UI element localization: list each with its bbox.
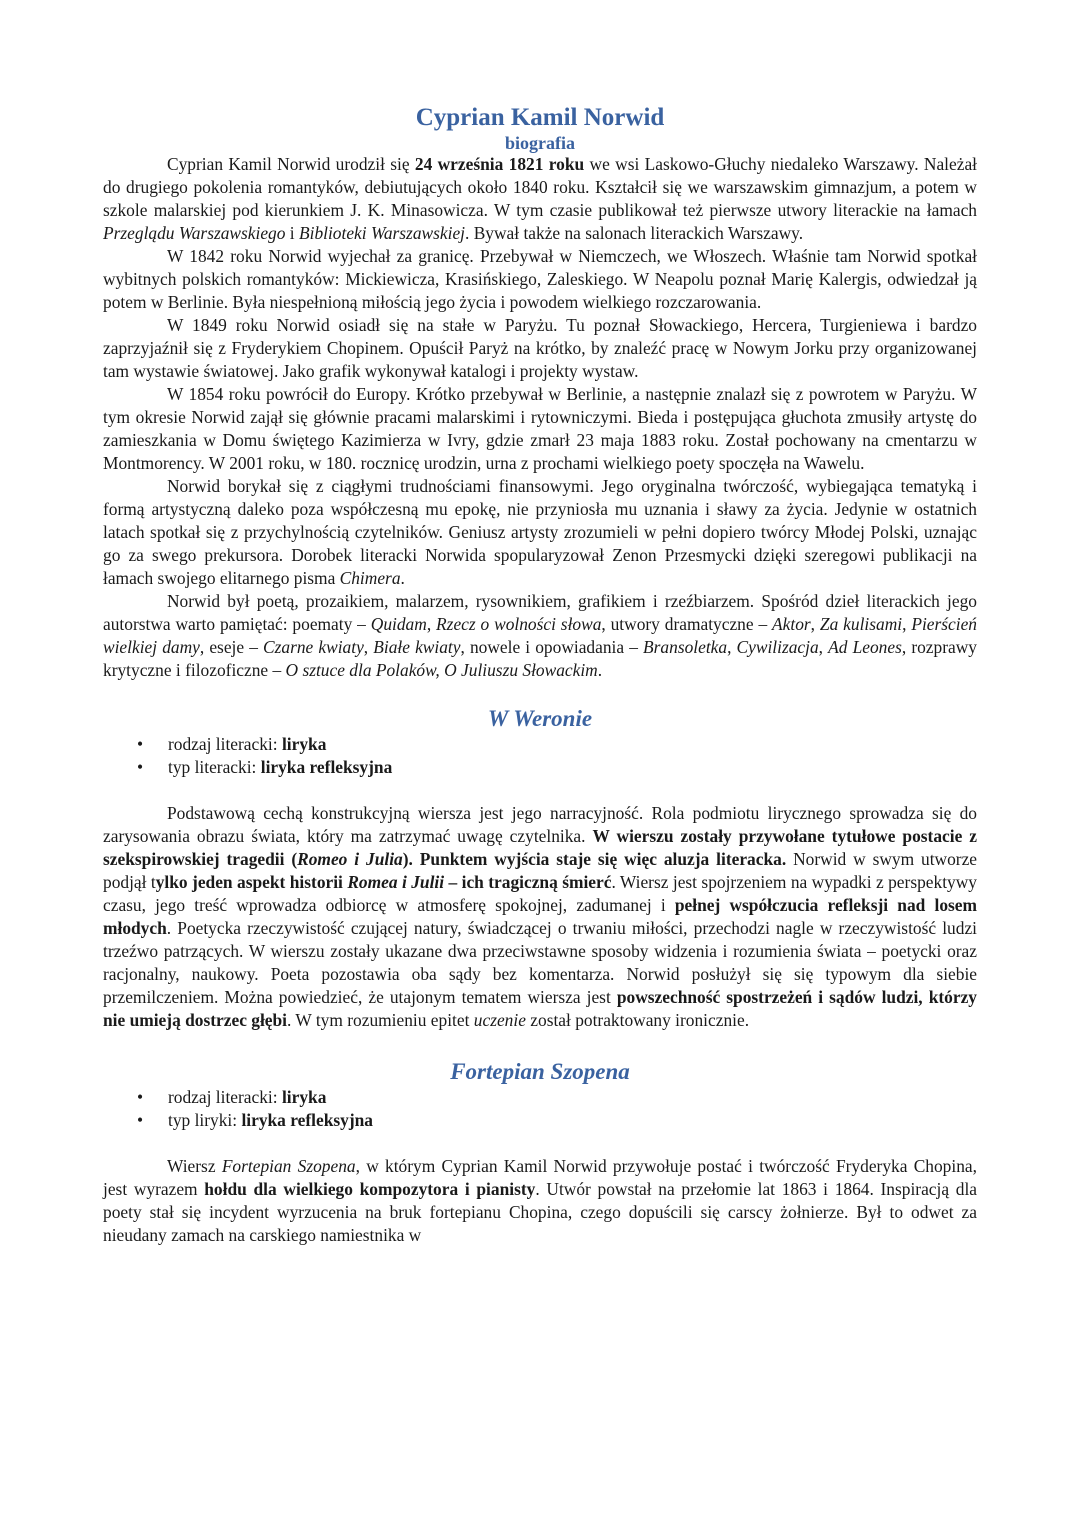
section-title-w-weronie: W Weronie [487, 706, 593, 731]
list-item: • rodzaj literacki: liryka [137, 1087, 327, 1107]
bio-paragraph-4: W 1854 roku powrócił do Europy. Krótko przebywał w Berlinie, a następnie znalazł się z powrotem w Paryżu. W tym okresie Norwid zajął się głównie pracami malarskimi i rytowniczymi. Bieda i postępująca głuchota zmusiły artystę do zamieszkania w Domu świętego Kazimierza w Ivry, gdzie zmarł 23 maja 1883 roku. Został pochowany na cmentarzu w Montmorency. W 2001 roku, w 180. rocznicę urodzin, urna z prochami wielkiego poety spoczęła na Wawelu. [103, 384, 977, 473]
section-title-fortepian-szopena: Fortepian Szopena [450, 1059, 630, 1084]
list-item: • rodzaj literacki: liryka [137, 734, 327, 754]
bio-paragraph-6: Norwid był poetą, prozaikiem, malarzem, rysownikiem, grafikiem i rzeźbiarzem. Spośród dzieł literackich jego autorstwa warto pamiętać: poematy – Quidam, Rzecz o wolności słowa, utwory dramatyczne – Aktor, Za kulisami, Pierścień wielkiej damy, eseje – Czarne kwiaty, Białe kwiaty, nowele i opowiadania – Bransoletka, Cywilizacja, Ad Leones, rozprawy krytyczne i filozoficzne – O sztuce dla Polaków, O Juliuszu Słowackim. [103, 591, 978, 680]
bio-paragraph-3: W 1849 roku Norwid osiadł się na stałe w Paryżu. Tu poznał Słowackiego, Hercera, Turgieniewa i bardzo zaprzyjaźnił się z Fryderykiem Chopinem. Opuścił Paryż na krótko, by znaleźć pracę w Nowym Jorku przy organizowanej tam wystawie światowej. Jako grafik wykonywał katalogi i projekty wystaw. [103, 315, 977, 381]
bullet-icon: • [137, 757, 144, 777]
bullet-icon: • [137, 1087, 144, 1107]
bio-paragraph-2: W 1842 roku Norwid wyjechał za granicę. Przebywał w Niemczech, we Włoszech. Właśnie tam Norwid spotkał wybitnych polskich romantyków: Mickiewicza, Krasińskiego, Zaleskiego. W Neapolu poznał Marię Kalergis, odwiedzał ją potem w Berlinie. Była niespełnioną miłością jego życia i powodem wielkiego rozczarowania. [103, 246, 977, 312]
document-page [103, 103, 977, 1247]
section1-bullet-list [103, 733, 977, 779]
bullet-icon: • [137, 1110, 144, 1130]
bullet-icon: • [137, 734, 144, 754]
page-title: Cyprian Kamil Norwid [415, 104, 665, 131]
page-subtitle: biografia [505, 133, 575, 153]
list-item: • typ liryki: liryka refleksyjna [137, 1110, 373, 1130]
bio-paragraph-5: Norwid borykał się z ciągłymi trudnościami finansowymi. Jego oryginalna twórczość, wybiegająca tematyką i formą artystyczną daleko poza współczesną mu epokę, nie przyniosła mu uznania i sławy za życia. Jedynie w ostatnich latach spotkał się z przychylnością czytelników. Geniusz artysty zrozumieli w pełni dopiero twórcy Młodej Polski, uznając go za swego prekursora. Dorobek literacki Norwida spopularyzował Zenon Przesmycki dzięki szeregowi publikacji na łamach swojego elitarnego pisma Chimera. [103, 476, 977, 588]
section1-paragraph: Podstawową cechą konstrukcyjną wiersza jest jego narracyjność. Rola podmiotu lirycznego sprowadza się do zarysowania obrazu świata, który ma zatrzymać uwagę czytelnika. W wierszu zostały przywołane tytułowe postacie z szekspirowskiej tragedii (Romeo i Julia). Punktem wyjścia staje się więc aluzja literacka. Norwid w swym utworze podjął tylko jeden aspekt historii Romea i Julii – ich tragiczną śmierć. Wiersz jest spojrzeniem na wypadki z perspektywy czasu, jego treść wprowadza odbiorcę w atmosferę spokojnej, zadumanej i pełnej współczucia refleksji nad losem młodych. Poetycka rzeczywistość czującej natury, świadczącej o trwaniu miłości, przechodzi nagle w rzeczywistość ludzi trzeźwo patrzących. W wierszu zostały ukazane dwa przeciwstawne sposoby widzenia i rozumienia świata – poetycki oraz racjonalny, naukowy. Poeta pozostawia oba sądy bez komentarza. Norwid posłużył się się typowym dla siebie przemilczeniem. Można powiedzieć, że utajonym tematem wiersza jest powszechność spostrzeżeń i sądów ludzi, którzy nie umieją dostrzec głębi. W tym rozumieniu epitet uczenie został potraktowany ironicznie. [103, 803, 978, 1030]
bio-paragraph-1: Cyprian Kamil Norwid urodził się 24 września 1821 roku we wsi Laskowo-Głuchy niedaleko Warszawy. Należał do drugiego pokolenia romantyków, debiutujących około 1840 roku. Kształcił się we warszawskim gimnazjum, a potem w szkole malarskiej pod kierunkiem J. K. Minasowicza. W tym czasie publikował też pierwsze utwory literackie na łamach Przeglądu Warszawskiego i Biblioteki Warszawskiej. Bywał także na salonach literackich Warszawy. [103, 154, 977, 243]
list-item: • typ literacki: liryka refleksyjna [137, 757, 393, 777]
section2-bullet-list [103, 1086, 977, 1132]
section2-paragraph: Wiersz Fortepian Szopena, w którym Cyprian Kamil Norwid przywołuje postać i twórczość Fryderyka Chopina, jest wyrazem hołdu dla wielkiego kompozytora i pianisty. Utwór powstał na przełomie lat 1863 i 1864. Inspiracją dla poety stał się incydent wyrzucenia na bruk fortepianu Chopina, czego dopuścili się carscy żołnierze. Był to odwet za nieudany zamach na carskiego namiestnika w [103, 1156, 978, 1245]
